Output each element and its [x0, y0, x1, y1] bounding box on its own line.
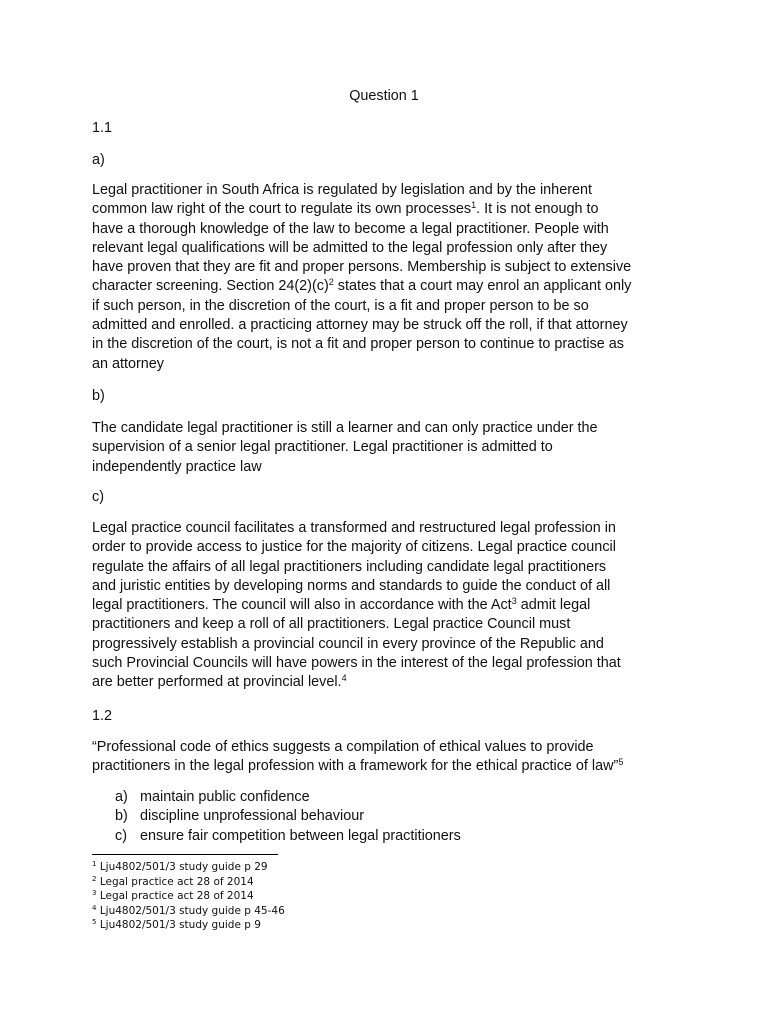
- paragraph-line: legal practitioners. The council will also in accordance with the Act$^3$ admit legal: [92, 596, 591, 614]
- paragraph-line: regulate the affairs of all legal practitioners including candidate legal practitioners: [92, 558, 607, 575]
- list-item-text: maintain public confidence: [140, 789, 310, 805]
- paragraph-line: The candidate legal practitioner is still a learner and can only practice under the: [92, 420, 598, 436]
- paragraph-line: practitioners in the legal profession with a framework for the ethical practice of law”$^5$: [92, 757, 624, 775]
- footnote-separator: [92, 854, 278, 855]
- paragraph-line: admitted and enrolled. a practicing attorney may be struck off the roll, if that attorney: [92, 317, 628, 334]
- section-heading-1-1: 1.1: [92, 120, 113, 136]
- paragraph-line: common law right of the court to regulate its own processes$^1$. It is not enough to: [92, 200, 599, 218]
- paragraph-line: character screening. Section $24(2)(c)^2$ states that a court may enrol an applicant only: [92, 277, 632, 295]
- paragraph-line: in the discretion of the court, is not a fit and proper person to continue to practise as: [92, 336, 624, 353]
- footnote-ref: 4: [341, 673, 347, 684]
- list-item-text: discipline unprofessional behaviour: [140, 808, 364, 825]
- paragraph-b: [92, 419, 692, 477]
- question-title: Question 1: [349, 88, 419, 104]
- paragraph-line: progressively establish a provincial council in every province of the Republic and: [92, 635, 604, 652]
- footnote: $^4$ Lju4802/501/3 study guide p 45-46: [92, 903, 285, 917]
- paragraph-line: Legal practice council facilitates a transformed and restructured legal profession in: [92, 520, 616, 536]
- footnotes: [92, 860, 285, 933]
- paragraph-line: supervision of a senior legal practitioner. Legal practitioner is admitted to: [92, 439, 553, 456]
- paragraph-line: relevant legal qualifications will be admitted to the legal profession only after they: [92, 239, 608, 256]
- paragraph-line: independently practice law: [92, 458, 262, 475]
- list-marker: a): [115, 789, 128, 805]
- paragraph-line: order to provide access to justice for the majority of citizens. Legal practice council: [92, 539, 616, 556]
- quote-paragraph: [92, 738, 692, 777]
- footnote-ref: 2: [328, 277, 334, 288]
- footnote: $^2$ Legal practice act 28 of 2014: [92, 874, 254, 888]
- footnote: $^3$ Legal practice act 28 of 2014: [92, 889, 254, 902]
- section-label-c: c): [92, 489, 104, 505]
- paragraph-line: such Provincial Councils will have powers in the interest of the legal profession that: [92, 655, 621, 672]
- paragraph-line: “Professional code of ethics suggests a compilation of ethical values to provide: [92, 739, 594, 755]
- list-item: [115, 788, 461, 807]
- footnote: $^1$ Lju4802/501/3 study guide p 29: [92, 860, 268, 873]
- purpose-list: [115, 788, 461, 846]
- paragraph-line: have a thorough knowledge of the law to become a legal practitioner. People with: [92, 220, 609, 237]
- list-marker: c): [115, 827, 127, 844]
- paragraph-line: an attorney: [92, 355, 165, 372]
- paragraph-a: [92, 181, 692, 374]
- paragraph-line: Legal practitioner in South Africa is regulated by legislation and by the inherent: [92, 182, 592, 198]
- paragraph-line: have proven that they are fit and proper persons. Membership is subject to extensive: [92, 259, 632, 276]
- footnote-ref: 3: [511, 596, 517, 607]
- paragraph-line: if such person, in the discretion of the court, is a fit and proper person to be so: [92, 297, 589, 314]
- section-label-b: b): [92, 388, 105, 404]
- paragraph-line: practitioners and keep a roll of all practitioners. Legal practice Council must: [92, 616, 571, 633]
- list-item-text: ensure fair competition between legal practitioners: [140, 827, 461, 844]
- list-item: [115, 827, 461, 846]
- section-label-a: a): [92, 152, 105, 168]
- paragraph-c: [92, 519, 692, 693]
- list-item: [115, 807, 461, 826]
- paragraph-line: are better performed at provincial level.$^4$: [92, 673, 347, 691]
- paragraph-line: and juristic entities by developing norms and standards to guide the conduct of all: [92, 577, 611, 594]
- footnote-ref: 1: [471, 200, 477, 211]
- footnote-ref: 5: [618, 757, 624, 768]
- list-marker: b): [115, 808, 128, 825]
- section-heading-1-2: 1.2: [92, 708, 113, 724]
- footnote: $^5$ Lju4802/501/3 study guide p 9: [92, 918, 261, 931]
